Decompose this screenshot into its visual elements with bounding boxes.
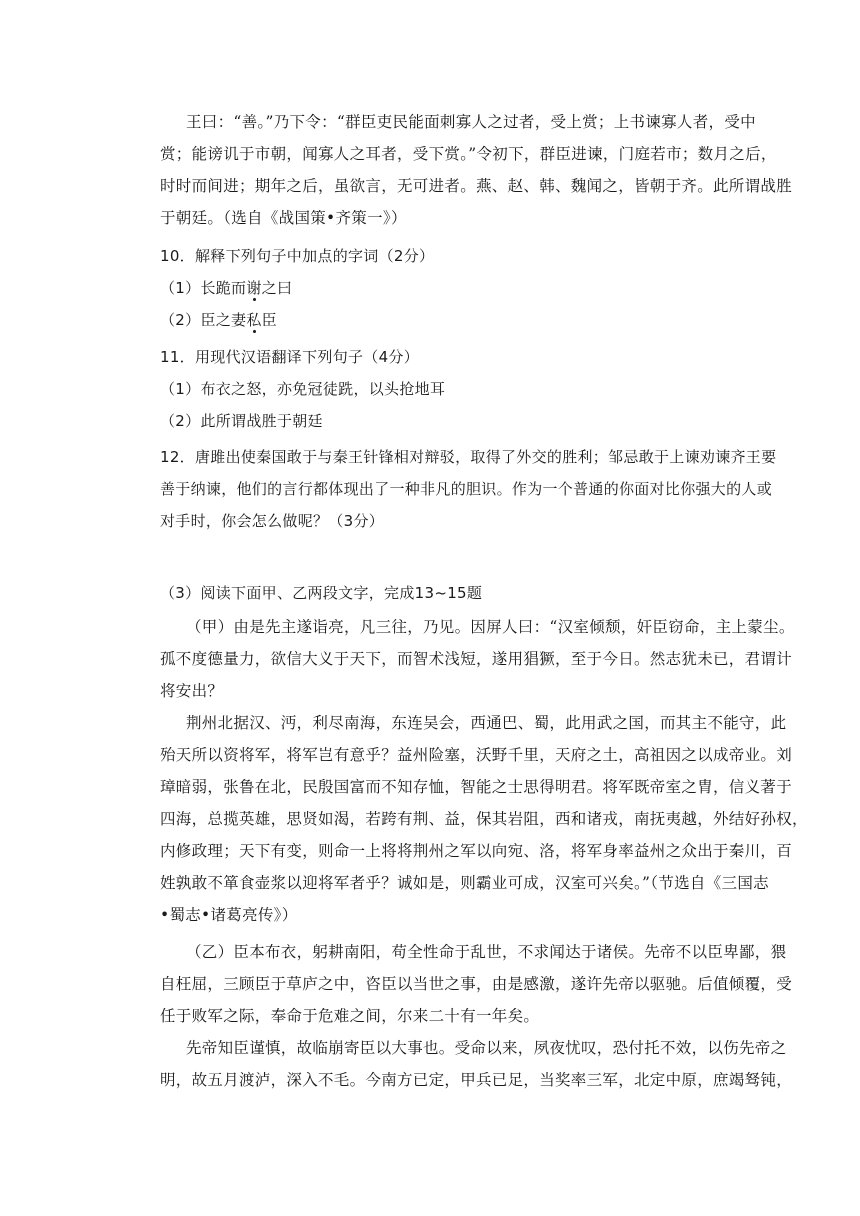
text-line: 四海，总揽英雄，思贤如渴，若跨有荆、益，保其岩阻，西和诸戎，南抚夷越，外结好孙权， <box>160 810 808 828</box>
dotted-character: 私 <box>246 304 261 336</box>
text-line: （乙）臣本布衣，躬耕南阳，苟全性命于乱世，不求闻达于诸侯。先帝不以臣卑鄙，猥 <box>186 943 787 961</box>
text-line: 荆州北据汉、沔，利尽南海，东连吴会，西通巴、蜀，此用武之国，而其主不能守，此 <box>186 714 787 732</box>
text-line: 善于纳谏，他们的言行都体现出了一种非凡的胆识。作为一个普通的你面对比你强大的人或 <box>160 480 773 498</box>
passage-qi <box>160 106 793 234</box>
text-line: •蜀志•诸葛亮传》） <box>160 906 298 924</box>
text-line: 孤不度德量力，欲信大义于天下，而智术浅短，遂用猖獗，至于今日。然志犹未已，君谓计 <box>160 650 793 668</box>
text-line: 将安出？ <box>160 682 224 700</box>
passage-jia <box>160 611 808 931</box>
text-line: 任于败军之际，奉命于危难之间，尔来二十有一年矣。 <box>160 1007 540 1025</box>
question-item <box>160 272 732 304</box>
question-item: （2）此所谓战胜于朝廷 <box>160 412 323 430</box>
question-10 <box>160 240 732 336</box>
text-line: 赏；能谤讥于市朝，闻寡人之耳者，受下赏。”令初下，群臣进谏，门庭若市；数月之后， <box>160 145 777 163</box>
text-line: 璋暗弱，张鲁在北，民殷国富而不知存恤，智能之士思得明君。将军既帝室之胄，信义著于 <box>160 778 793 796</box>
text-line: 内修政理；天下有变，则命一上将将荆州之军以向宛、洛，将军身率益州之众出于秦川，百 <box>160 842 793 860</box>
text-line: 明，故五月渡泸，深入不毛。今南方已定，甲兵已足，当奖率三军，北定中原，庶竭驽钝， <box>160 1071 793 1089</box>
question-item <box>160 304 732 336</box>
text-line: 姓孰敢不箪食壶浆以迎将军者乎？诚如是，则霸业可成，汉室可兴矣。”（节选自《三国志 <box>160 874 769 892</box>
dotted-character: 谢 <box>246 272 261 304</box>
item-text: 之曰 <box>261 279 293 297</box>
question-11 <box>160 341 732 437</box>
question-title: 10．解释下列句子中加点的字词（2分） <box>160 247 435 265</box>
item-text: （2）臣之妻 <box>160 311 247 329</box>
text-line: 对手时，你会怎么做呢？（3分） <box>160 512 385 530</box>
text-line: 于朝廷。（选自《战国策•齐策一》） <box>160 209 407 227</box>
text-line: 殆天所以资将军，将军岂有意乎？益州险塞，沃野千里，天府之土，高祖因之以成帝业。刘 <box>160 746 793 764</box>
section-title: （3）阅读下面甲、乙两段文字，完成13~15题 <box>160 584 483 602</box>
question-item: （1）布衣之怒，亦免冠徒跣，以头抢地耳 <box>160 380 446 398</box>
question-title: 11．用现代汉语翻译下列句子（4分） <box>160 348 420 366</box>
section-3-title-block <box>160 577 732 609</box>
question-12 <box>160 441 777 537</box>
item-text: 臣 <box>261 311 277 329</box>
passage-yi <box>160 936 793 1096</box>
text-line: （甲）由是先主遂诣亮，凡三往，乃见。因屏人曰：“汉室倾颓，奸臣窃命，主上蒙尘。 <box>186 618 795 636</box>
text-line: 12．唐雎出使秦国敢于与秦王针锋相对辩驳，取得了外交的胜利；邹忌敢于上谏劝谏齐王要 <box>160 448 777 466</box>
item-text: （1）长跪而 <box>160 279 247 297</box>
text-line: 时时而间进；期年之后，虽欲言，无可进者。燕、赵、韩、魏闻之，皆朝于齐。此所谓战胜 <box>160 177 793 195</box>
text-line: 自枉屈，三顾臣于草庐之中，咨臣以当世之事，由是感激，遂许先帝以驱驰。后值倾覆，受 <box>160 975 793 993</box>
text-line: 先帝知臣谨慎，故临崩寄臣以大事也。受命以来，夙夜忧叹，恐付托不效，以伤先帝之 <box>186 1039 787 1057</box>
text-line: 王曰：“善。”乃下令：“群臣吏民能面刺寡人之过者，受上赏；上书谏寡人者，受中 <box>186 113 756 131</box>
